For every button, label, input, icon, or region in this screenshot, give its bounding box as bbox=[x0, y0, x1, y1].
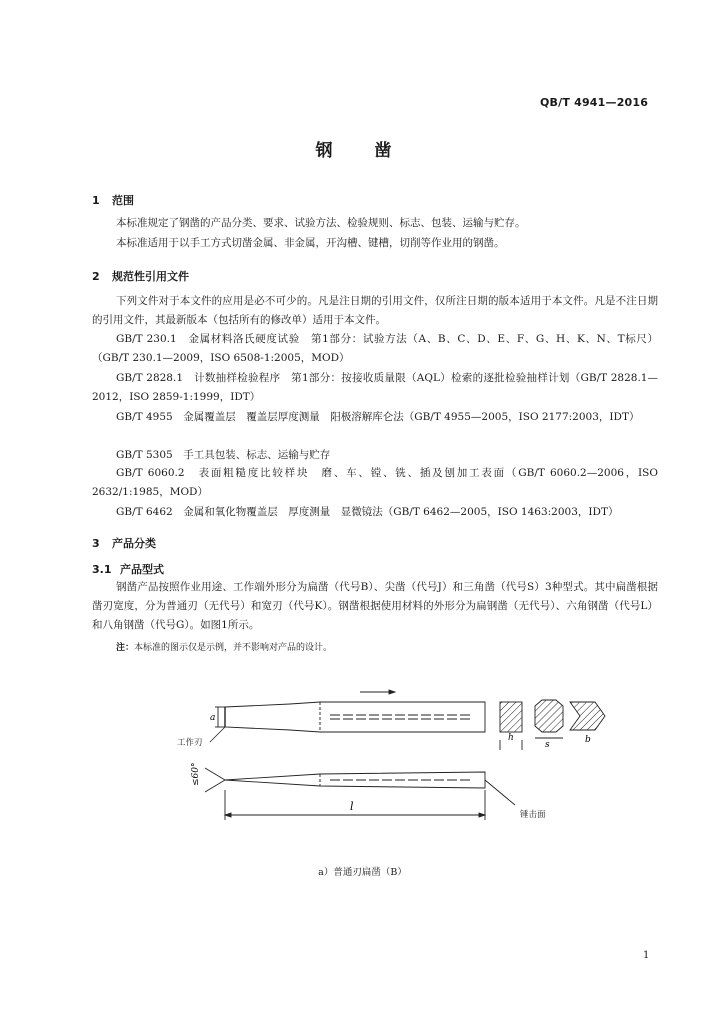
note-label: 注： bbox=[116, 643, 135, 653]
side-view bbox=[205, 768, 515, 820]
section-1-heading bbox=[92, 192, 134, 208]
note-text: 本标准的图示仅是示例，并不影响对产品的设计。 bbox=[134, 643, 333, 653]
section-1-number: 1 bbox=[92, 194, 100, 207]
subsection-3-1-heading bbox=[92, 561, 164, 577]
dim-s-label: s bbox=[545, 740, 550, 750]
cross-section-hexagon bbox=[535, 700, 563, 738]
section-3-heading bbox=[92, 535, 156, 551]
section-3-number: 3 bbox=[92, 537, 100, 550]
figure-caption: a）普通刃扁凿（B） bbox=[318, 867, 407, 878]
dim-b-label: b bbox=[585, 735, 591, 745]
label-striking-face: 锤击面 bbox=[520, 810, 546, 820]
section-2-intro: 下列文件对于本文件的应用是必不可少的。凡是注日期的引用文件，仅所注日期的版本适用于本文件。凡是不注日期的引用文件，其最新版本（包括所有的修改单）适用于本文件。 bbox=[92, 295, 658, 326]
standard-code: QB/T 4941—2016 bbox=[540, 96, 649, 109]
subsection-number: 3.1 bbox=[92, 563, 112, 576]
label-cutting-edge: 工作刃 bbox=[177, 738, 203, 748]
reference-item: GB/T 5305 手工具包装、标志、运输与贮存 bbox=[116, 449, 331, 461]
dim-angle-label: ≤60° bbox=[191, 762, 201, 786]
reference-item: GB/T 2828.1 计数抽样检验程序 第1部分：按接收质量限（AQL）检索的逐批检验抽样计划（GB/T 2828.1—2012，ISO 2859-1:1999，IDT） bbox=[92, 372, 658, 403]
dim-h-label: h bbox=[508, 733, 514, 743]
top-view bbox=[215, 690, 485, 732]
section-3-title: 产品分类 bbox=[112, 537, 156, 550]
reference-item: GB/T 6060.2 表面粗糙度比较样块 磨、车、镗、铣、插及刨加工表面（GB/T 6060.2—2006，ISO 2632/1:1985，MOD） bbox=[92, 467, 658, 498]
page-number: 1 bbox=[643, 950, 650, 961]
note bbox=[116, 640, 332, 653]
chisel-figure bbox=[170, 680, 620, 850]
section-2-heading bbox=[92, 268, 189, 284]
subsection-title: 产品型式 bbox=[120, 563, 164, 576]
section-1-para-2: 本标准适用于以手工方式切凿金属、非金属，开沟槽、键槽，切削等作业用的钢凿。 bbox=[116, 237, 505, 249]
section-2-title: 规范性引用文件 bbox=[112, 270, 189, 283]
section-1-para-1: 本标准规定了钢凿的产品分类、要求、试验方法、检验规则、标志、包装、运输与贮存。 bbox=[116, 217, 526, 229]
reference-item: GB/T 6462 金属和氧化物覆盖层 厚度测量 显微镜法（GB/T 6462—2005，ISO 1463:2003，IDT） bbox=[116, 506, 619, 518]
dim-length-label: l bbox=[350, 800, 354, 813]
reference-item: GB/T 4955 金属覆盖层 覆盖层厚度测量 阳极溶解库仑法（GB/T 4955—2005，ISO 2177:2003，IDT） bbox=[116, 411, 640, 423]
subsection-3-1-para: 钢凿产品按照作业用途、工作端外形分为扁凿（代号B）、尖凿（代号J）和三角凿（代号S）3种型式。其中扁凿根据凿刃宽度，分为普通刃（无代号）和宽刃（代号K）。钢凿根据使用材料的外形分为扁钢凿（无代号）、六角钢凿（代号L）和八角钢凿（代号G）。如图1所示。 bbox=[92, 581, 658, 631]
document-title: 钢 凿 bbox=[315, 141, 410, 161]
dim-a-label: a bbox=[210, 713, 216, 723]
cross-section-octagon bbox=[570, 702, 605, 730]
reference-item: GB/T 230.1 金属材料洛氏硬度试验 第1部分：试验方法（A、B、C、D、E、F、G、H、K、N、T标尺）（GB/T 230.1—2009，ISO 6508-1:2005，MOD） bbox=[92, 333, 658, 364]
section-1-title: 范围 bbox=[112, 194, 134, 207]
section-2-number: 2 bbox=[92, 270, 100, 283]
